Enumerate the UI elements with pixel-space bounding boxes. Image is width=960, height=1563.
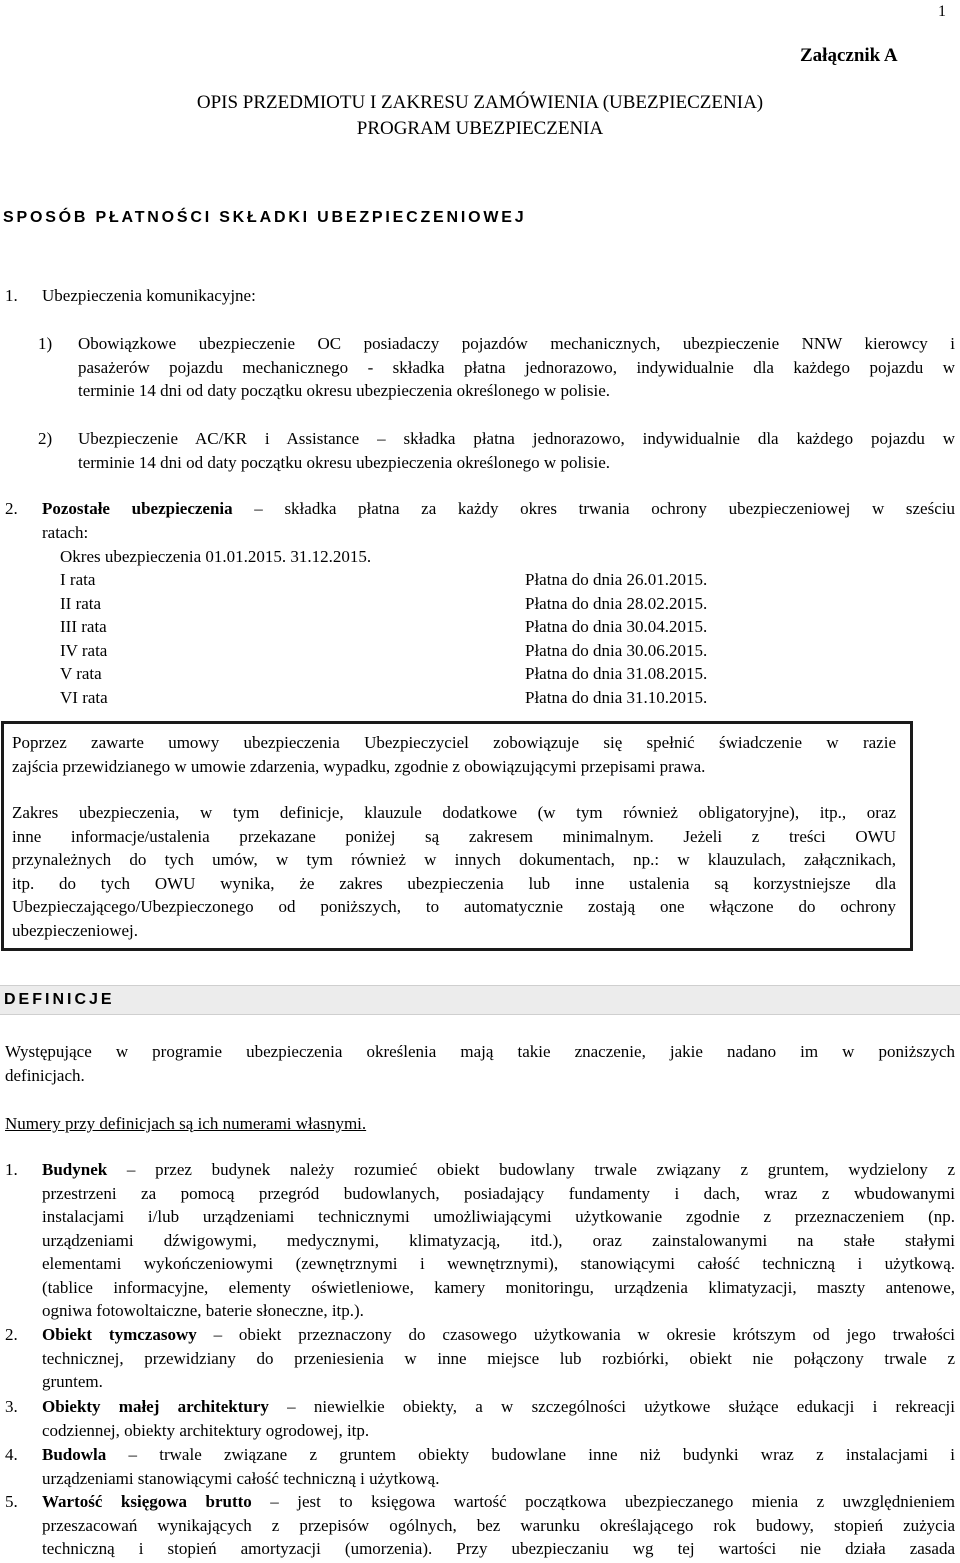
definition-term: Obiekt tymczasowy: [42, 1325, 197, 1344]
definitions-header-bar: [0, 985, 960, 1015]
definitions-intro: [5, 1040, 955, 1087]
payment-subitem-1-line: Obowiązkowe ubezpieczenie OC posiadaczy pojazdów mechanicznych, ubezpieczenie NNW kierowcy i: [78, 334, 955, 353]
definition-term: Budowla: [42, 1445, 107, 1464]
definition-term: Budynek: [42, 1160, 108, 1179]
definition-term: Wartość księgowa brutto: [42, 1492, 252, 1511]
definition-line: (tablice informacyjne, elementy oświetleniowe, kamery monitoringu, urządzenia klimatyzacji, maszty antenowe,: [42, 1277, 955, 1297]
installment-label: VI rata: [60, 688, 108, 707]
page-title-line1: OPIS PRZEDMIOTU I ZAKRESU ZAMÓWIENIA (UBEZPIECZENIA): [196, 92, 764, 113]
definition-line: codziennej, obiekty architektury ogrodowej, itp.: [42, 1420, 370, 1440]
definition-line: przestrzeni za pomocą przegród budowlanych, posiadający fundamenty i dach, wraz z wbudowanymi: [42, 1183, 955, 1203]
notice-line: Poprzez zawarte umowy ubezpieczenia Ubezpieczyciel zobowiązuje się spełnić świadczenie w razie: [12, 733, 896, 752]
definition-text: – jest to księgowa wartość początkowa ubezpieczanego mienia z uwzględnieniem: [251, 1492, 955, 1511]
attachment-label: Załącznik A: [800, 45, 898, 66]
definition-line: [42, 1490, 955, 1514]
definition-line: elementami wykończeniowymi (zewnętrznymi i wewnętrznymi), stanowiącymi całość techniczną i użytkową.: [42, 1254, 955, 1273]
definitions-note-text: Numery przy definicjach są ich numerami własnymi.: [5, 1114, 367, 1133]
definition-number: 3.: [5, 1397, 18, 1416]
installment-row: [60, 639, 760, 663]
definition-line: [42, 1443, 955, 1467]
definition-line: [42, 1158, 955, 1182]
definition-line: instalacjami i/lub urządzeniami technicznymi umożliwiającymi użytkowanie zgodnie z przeznaczeniem (np.: [42, 1207, 955, 1226]
definition-line: technicznej, przewidziany do przeniesienia w inne miejsce lub rozbiórki, obiekt nie połączony trwale z: [42, 1348, 955, 1368]
definition-text: – obiekt przeznaczony do czasowego użytkowania w okresie krótszym od jego trwałości: [196, 1325, 955, 1344]
definition-line: przeszacowań wynikających z przepisów ogólnych, bez warunku określającego rok budowy, stopień zużycia: [42, 1515, 955, 1535]
notice-line: Ubezpieczającego/Ubezpieczonego od poniższych, to automatycznie zostają one włączone do ochrony: [12, 897, 896, 916]
section-heading-payment: SPOSÓB PŁATNOŚCI SKŁADKI UBEZPIECZENIOWEJ: [3, 209, 527, 226]
notice-line: ubezpieczeniowej.: [12, 920, 139, 940]
installment-row: [60, 568, 760, 592]
definition-number: 4.: [5, 1445, 18, 1464]
notice-line: inne informacje/ustalenia przekazane poniżej są zakresem minimalnym. Jeżeli z treści OWU: [12, 826, 896, 846]
installment-row: [60, 592, 760, 616]
notice-line: itp. do tych OWU wynika, że zakres ubezpieczenia lub inne ustalenia są korzystniejsze dla: [12, 873, 896, 893]
page-title-line2: PROGRAM UBEZPIECZENIA: [356, 118, 604, 139]
definition-line: urządzeniami stanowiącymi całość techniczną i użytkową.: [42, 1468, 440, 1488]
payment-item-2-line2: ratach:: [42, 523, 89, 542]
definitions-note: [5, 1112, 366, 1136]
definition-number: 1.: [5, 1160, 18, 1179]
definition-line: techniczną i stopień amortyzacji (umorzenia). Przy ubezpieczaniu wg tej wartości nie działa zasada: [42, 1539, 955, 1558]
payment-item-1-heading: Ubezpieczenia komunikacyjne:: [42, 286, 256, 305]
payment-subitem-2-line: Ubezpieczenie AC/KR i Assistance – składka płatna jednorazowo, indywidualnie dla każdego pojazdu w: [78, 429, 955, 448]
notice-line: zajścia przewidzianego w umowie zdarzenia, wypadku, zgodnie z obowiązującymi przepisami prawa.: [12, 756, 706, 776]
installment-row: [60, 686, 760, 710]
installment-due: Płatna do dnia 31.08.2015.: [525, 664, 708, 683]
definition-line: ogniwa fotowoltaiczne, baterie słoneczne, itp.).: [42, 1301, 364, 1320]
definition-text: – niewielkie obiekty, a w szczególności użytkowe służące edukacji i rekreacji: [268, 1397, 955, 1416]
notice-paragraph-2: [12, 801, 896, 942]
payment-item-2-number: 2.: [5, 499, 18, 518]
definition-line: gruntem.: [42, 1372, 103, 1391]
installment-label: II rata: [60, 594, 102, 613]
installment-label: III rata: [60, 617, 107, 636]
installment-due: Płatna do dnia 30.06.2015.: [525, 641, 708, 660]
definitions-intro-line: Występujące w programie ubezpieczenia określenia mają takie znaczenie, jakie nadano im w poniższych: [5, 1042, 955, 1061]
payment-subitem-2-number: 2): [38, 429, 53, 448]
installment-label: I rata: [60, 570, 96, 589]
installment-label: V rata: [60, 664, 102, 683]
page-number: 1: [938, 3, 946, 20]
notice-line: przynależnych do tych umów, w tym również w innych dokumentach, np.: w klauzulach, załącznikach,: [12, 850, 896, 869]
payment-subitem-2-line: terminie 14 dni od daty początku okresu ubezpieczenia określonego w polisie.: [78, 452, 611, 472]
definition-number: 5.: [5, 1492, 18, 1511]
definition-number: 2.: [5, 1325, 18, 1344]
notice-paragraph-1: [12, 731, 896, 778]
definition-line: [42, 1395, 955, 1419]
payment-item-1-number: 1.: [5, 286, 18, 305]
page-title: [0, 90, 960, 142]
definition-text: – przez budynek należy rozumieć obiekt budowlany trwale związany z gruntem, wydzielony z: [107, 1160, 955, 1179]
payment-subitem-1-line: terminie 14 dni od daty początku okresu ubezpieczenia określonego w polisie.: [78, 381, 611, 400]
definition-text: – trwale związane z gruntem obiekty budowlane inne niż budynki wraz z instalacjami i: [106, 1445, 955, 1464]
installment-due: Płatna do dnia 26.01.2015.: [525, 570, 708, 589]
installment-due: Płatna do dnia 30.04.2015.: [525, 617, 708, 636]
installment-label: IV rata: [60, 641, 108, 660]
installment-due: Płatna do dnia 31.10.2015.: [525, 688, 708, 707]
installment-row: [60, 662, 760, 686]
definition-line: [42, 1323, 955, 1347]
definitions-intro-line: definicjach.: [5, 1065, 85, 1085]
payment-subitem-1-number: 1): [38, 334, 53, 353]
payment-item-2-bold: Pozostałe ubezpieczenia: [42, 499, 233, 518]
definition-term: Obiekty małej architektury: [42, 1397, 269, 1416]
notice-line: Zakres ubezpieczenia, w tym definicje, klauzule dodatkowe (w tym również obligatoryjne), itp., oraz: [12, 803, 896, 822]
section-heading-definitions: DEFINICJE: [4, 991, 115, 1008]
installment-due: Płatna do dnia 28.02.2015.: [525, 594, 708, 613]
payment-item-2-rest: – składka płatna za każdy okres trwania ochrony ubezpieczeniowej w sześciu: [232, 499, 955, 518]
definition-line: urządzeniami dźwigowymi, medycznymi, klimatyzacją, itd.), oraz zainstalowanymi na stałe stałymi: [42, 1230, 955, 1250]
installment-row: [60, 615, 760, 639]
payment-item-2-line: [42, 497, 955, 521]
payment-subitem-1-line: pasażerów pojazdu mechanicznego - składka płatna jednorazowo, indywidualnie dla każdego pojazdu w: [78, 357, 955, 377]
insurance-period: Okres ubezpieczenia 01.01.2015. 31.12.2015.: [60, 547, 372, 566]
